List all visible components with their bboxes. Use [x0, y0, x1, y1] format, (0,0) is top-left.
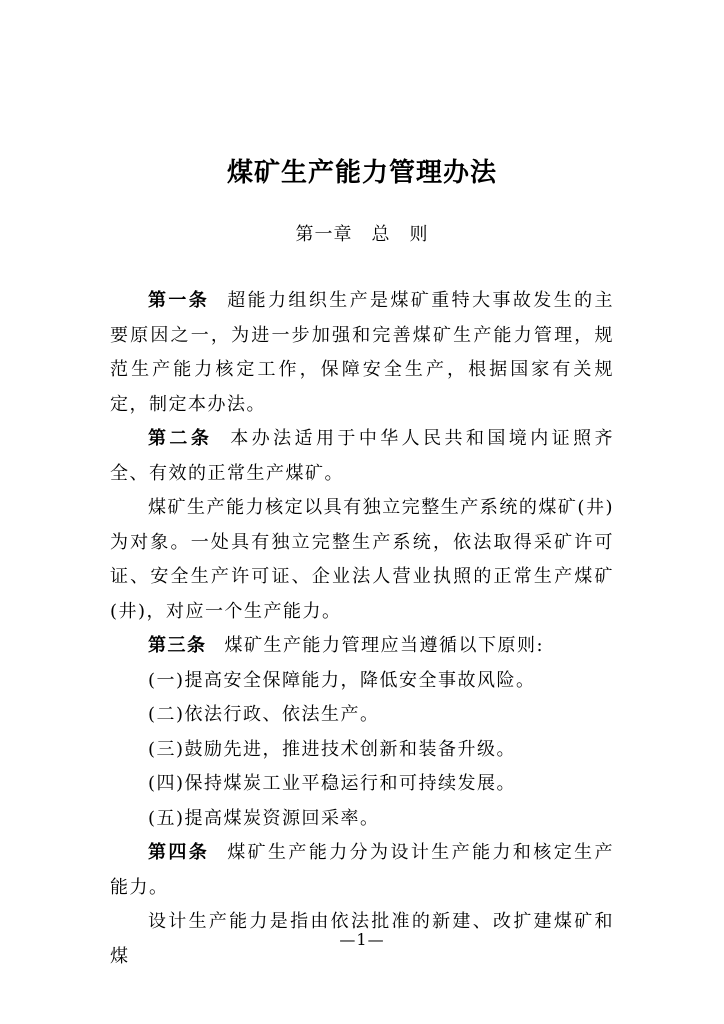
- paragraph-article-2: [110, 422, 614, 491]
- paragraph-text: (一)提高安全保障能力，降低安全事故风险。: [148, 669, 536, 691]
- article-label: 第二条: [148, 428, 213, 449]
- principle-item-5: [110, 802, 614, 837]
- chapter-heading: 第一章 总 则: [295, 224, 429, 245]
- principle-item-4: [110, 767, 614, 802]
- principle-item-2: [110, 698, 614, 733]
- paragraph-text: (二)依法行政、依法生产。: [148, 704, 380, 725]
- paragraph-scope: [110, 491, 614, 629]
- document-title: 煤矿生产能力管理办法: [226, 158, 497, 188]
- paragraph-text: (五)提高煤炭资源回采率。: [148, 807, 380, 829]
- paragraph-text: (三)鼓励先进，推进技术创新和装备升级。: [148, 738, 517, 760]
- paragraph-article-3: [110, 629, 614, 664]
- paragraph-text: 超能力组织生产是煤矿重特大事故发生的主要原因之一，为进一步加强和完善煤矿生产能力管理，规范生产能力核定工作，保障安全生产，根据国家有关规定，制定本办法。: [110, 290, 615, 415]
- paragraph-text: 设计生产能力是指由依法批准的新建、改扩建煤矿和煤: [110, 911, 614, 967]
- article-label: 第三条: [148, 635, 207, 656]
- paragraph-text: (四)保持煤炭工业平稳运行和可持续发展。: [148, 773, 517, 794]
- paragraph-article-1: [110, 284, 614, 422]
- document-body: [110, 284, 614, 974]
- paragraph-text: 本办法适用于中华人民共和国境内证照齐全、有效的正常生产煤矿。: [110, 428, 615, 484]
- principle-item-3: [110, 733, 614, 768]
- paragraph-text: 煤矿生产能力核定以具有独立完整生产系统的煤矿(井)为对象。一处具有独立完整生产系统，依法取得采矿许可证、安全生产许可证、企业法人营业执照的正常生产煤矿(井)，对应一个生产能力。: [110, 497, 614, 622]
- article-label: 第四条: [148, 842, 210, 863]
- article-label: 第一条: [148, 290, 210, 311]
- page-number: —1—: [339, 930, 385, 949]
- paragraph-article-4: [110, 836, 614, 905]
- paragraph-text: 煤矿生产能力管理应当遵循以下原则:: [224, 635, 545, 656]
- paragraph-text: 煤矿生产能力分为设计生产能力和核定生产能力。: [110, 842, 615, 898]
- principle-item-1: [110, 664, 614, 699]
